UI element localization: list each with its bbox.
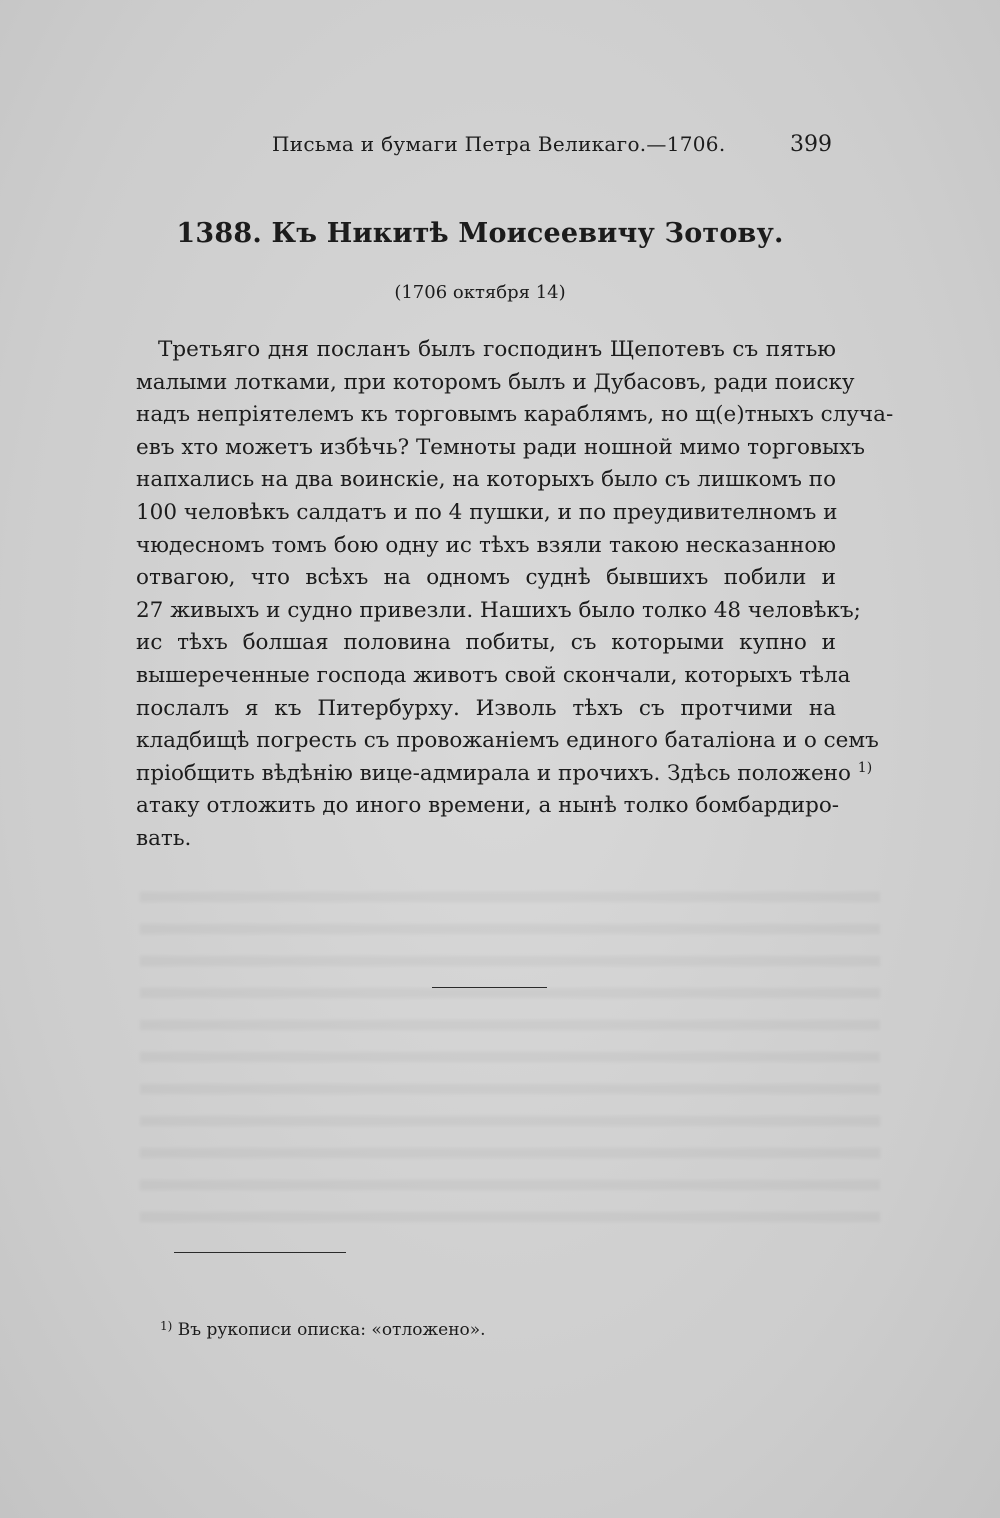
body-line: вышереченные господа животъ свой скончали, которыхъ тѣла — [136, 662, 851, 688]
running-title: Письма и бумаги Петра Великаго.—1706. — [272, 132, 726, 156]
footnote-marker: 1) — [160, 1319, 173, 1333]
body-line: евъ хто можетъ избѣчь? Темноты ради ношной мимо торговыхъ — [136, 434, 865, 460]
letter-body — [136, 334, 894, 856]
footnote-reference[interactable]: 1) — [857, 759, 873, 776]
show-through-shadow — [140, 870, 880, 1230]
body-line: Третьяго дня посланъ былъ господинъ Щепотевъ съ пятью — [158, 337, 836, 362]
body-line: ис тѣхъ болшая половина побиты, съ которыми купно и — [136, 630, 836, 656]
body-line: атаку отложить до иного времени, а нынѣ толко бомбардиро- — [136, 793, 840, 819]
letter-title: 1388. Къ Никитѣ Моисеевичу Зотову. — [176, 218, 784, 249]
body-line: надъ непріятелемъ къ торговымъ караблямъ, но щ(е)тныхъ случа- — [136, 402, 894, 428]
body-line: отвагою, что всѣхъ на одномъ суднѣ бывшихъ побили и — [136, 565, 836, 591]
section-separator — [432, 987, 547, 988]
body-line: кладбищѣ погресть съ провожаніемъ единого баталіона и о семъ — [136, 728, 879, 754]
footnote — [160, 1320, 486, 1340]
body-line-text: пріобщить вѣдѣнію вице-адмирала и прочихъ. Здѣсь положено — [136, 760, 851, 786]
body-line: напхались на два воинскіе, на которыхъ было съ лишкомъ по — [136, 467, 837, 493]
body-line: послалъ я къ Питербурху. Изволь тѣхъ съ протчими на — [136, 695, 836, 721]
body-line-with-note — [136, 758, 873, 791]
body-line: 100 человѣкъ салдатъ и по 4 пушки, и по преудивителномъ и — [136, 499, 838, 525]
body-line: чюдесномъ томъ бою одну ис тѣхъ взяли такою несказанною — [136, 532, 836, 558]
page-number: 399 — [790, 132, 832, 157]
body-line: малыми лотками, при которомъ былъ и Дубасовъ, ради поиску — [136, 369, 855, 395]
footnote-text: Въ рукописи описка: «отложено». — [177, 1320, 486, 1340]
letter-date: (1706 октября 14) — [394, 282, 566, 303]
body-line: 27 живыхъ и судно привезли. Нашихъ было толко 48 человѣкъ; — [136, 597, 861, 623]
body-line: вать. — [136, 825, 192, 851]
footnote-rule — [174, 1252, 346, 1253]
